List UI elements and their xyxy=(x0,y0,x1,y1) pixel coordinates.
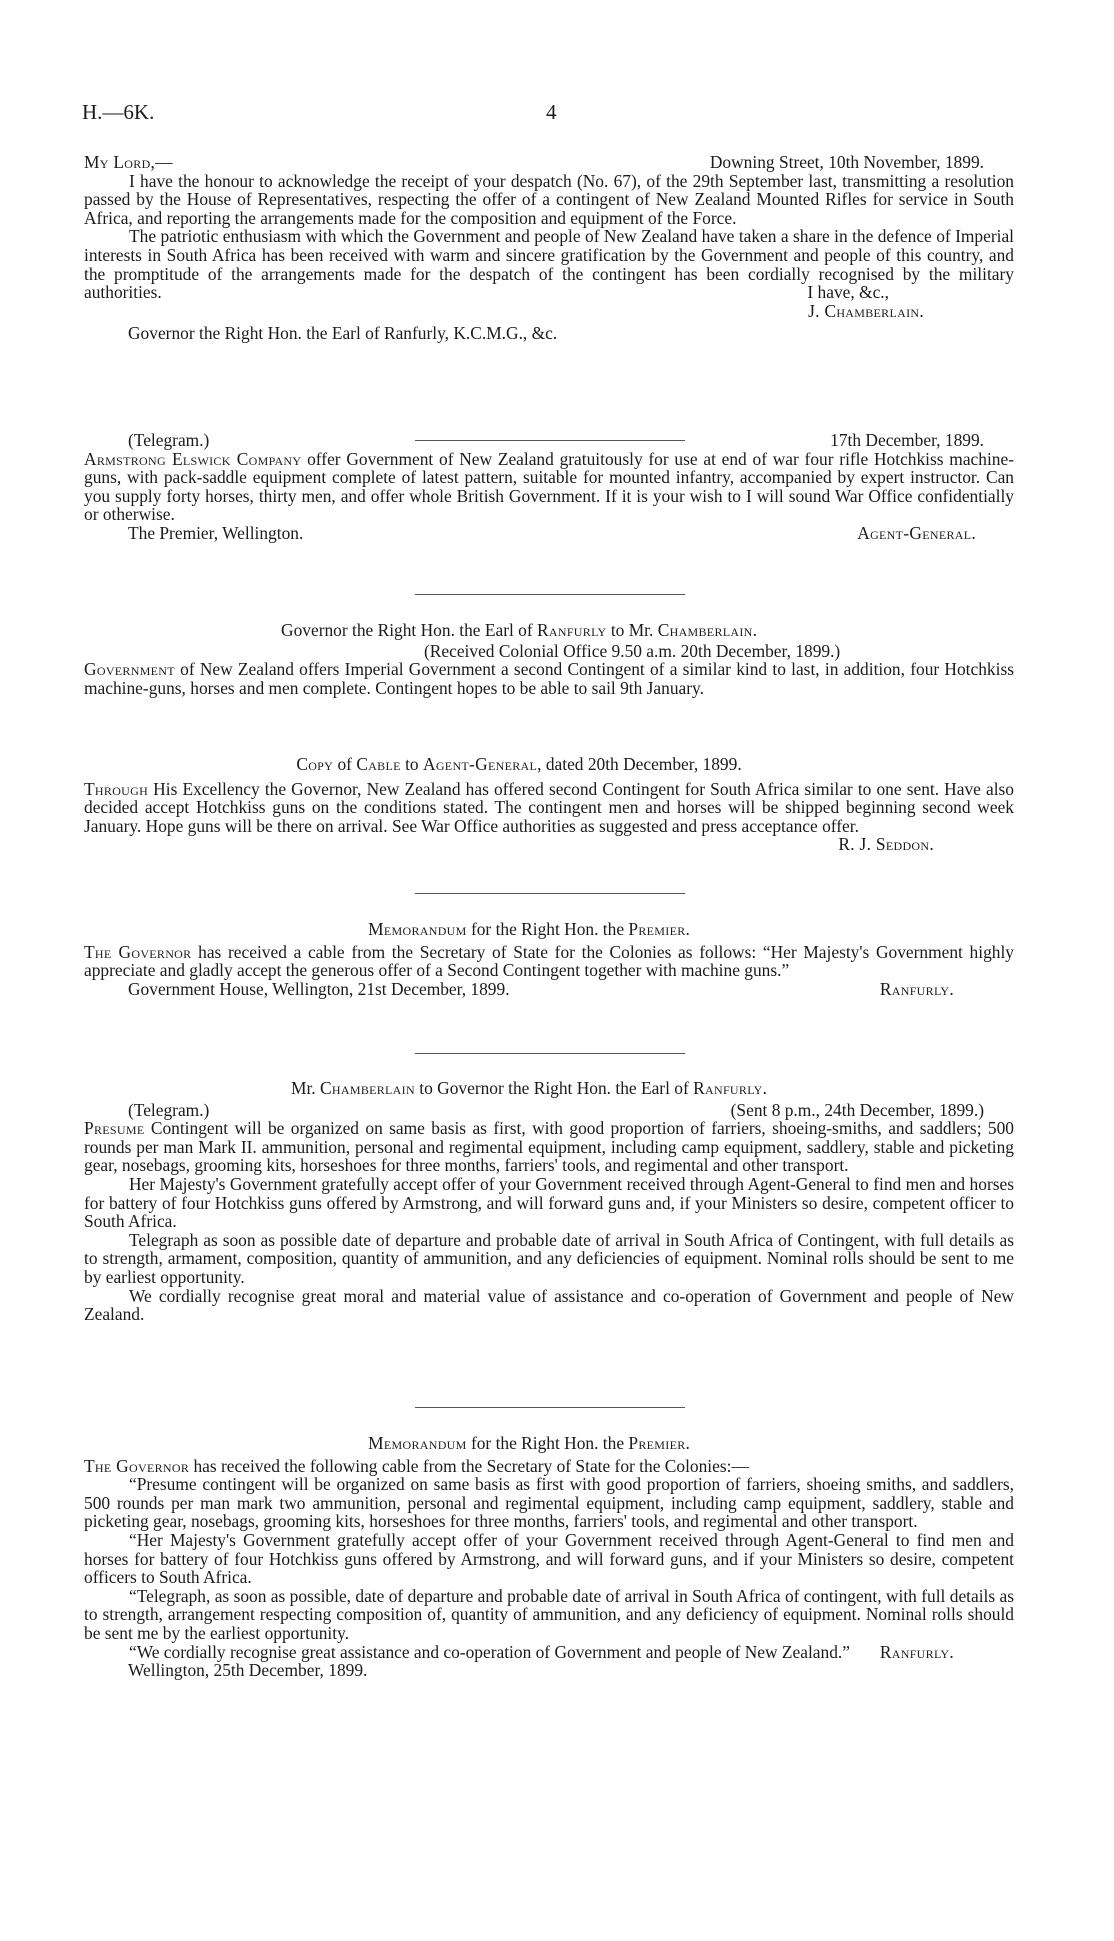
telegram-sent: (Sent 8 p.m., 24th December, 1899.) xyxy=(730,1099,984,1120)
heading-text: . xyxy=(685,919,690,939)
section-heading xyxy=(84,621,1014,640)
divider xyxy=(415,594,685,595)
letter-header-row xyxy=(84,153,1014,172)
memo-lead: The Governor xyxy=(84,1455,190,1476)
memo-lead: The Governor xyxy=(84,941,192,962)
heading-word: Premier xyxy=(628,919,686,939)
telegram-date: 17th December, 1899. xyxy=(830,430,984,450)
section-heading xyxy=(84,1434,1014,1453)
telegram-label: (Telegram.) xyxy=(128,430,210,450)
heading-name: Chamberlain xyxy=(320,1078,415,1098)
heading-text: . xyxy=(762,1078,767,1098)
memo-signature: Ranfurly. xyxy=(879,1641,954,1662)
telegram-chamberlain-to-ranfurly xyxy=(84,1079,1014,1324)
telegram-text: offer Government of New Zealand gratuitously for use at end of war four rifle Hotchkiss machine-guns, with pack-saddle equipment complete of latest pattern, suitable for mounted infantry, accompanied by expert instructor. Can you supply forty horses, thirty men, and offer whole British Government. If it is your wish to I will sound War Office confidentially or otherwise. xyxy=(84,448,1014,525)
memo-body xyxy=(84,943,1014,980)
telegram-text: Contingent will be organized on same basis as first, with good proportion of farriers, shoeing-smiths, and saddlers; 500 rounds per man Mark II. ammunition, personal and regimental equipment, including camp equipment, saddlery, stable and picketing gear, nosebags, grooming kits, horseshoes for three months, farriers' tools, and regimental and other transport. xyxy=(84,1118,1014,1176)
message-lead: Government xyxy=(84,659,175,680)
telegram-header-row xyxy=(84,1101,1014,1120)
memo-intro xyxy=(84,1457,1014,1476)
telegram-paragraph-1 xyxy=(84,1119,1014,1175)
memo-place-date: Wellington, 25th December, 1899. xyxy=(128,1660,368,1681)
message-ranfurly-to-chamberlain xyxy=(84,621,1014,697)
heading-word: Memorandum xyxy=(368,1433,467,1453)
memo-quote-paragraph-1: “Presume contingent will be organized on same basis as first with good proportion of farriers, shoeing smiths, and saddlers, 500 rounds per man mark two ammunition, personal and regimental equipment, including camp equipment, saddlery, stable and picketing gear, nosebags, grooming kits, horseshoes for three months, farriers' tools, and regimental and other transport. xyxy=(84,1474,1014,1532)
heading-text: . xyxy=(752,620,757,640)
series-number: H.—6K. xyxy=(82,100,155,124)
memo-quote-paragraph-4: “We cordially recognise great assistance and co-operation of Government and people of New Zealand.” xyxy=(129,1641,850,1662)
cable-signature: R. J. Seddon. xyxy=(838,834,934,855)
salutation: My Lord,— xyxy=(84,152,173,172)
telegram-agent-general xyxy=(84,431,1014,543)
telegram-header-row xyxy=(84,431,1014,450)
section-heading xyxy=(84,1079,1014,1098)
heading-text: Mr. xyxy=(291,1078,321,1098)
memo-signature: Ranfurly. xyxy=(879,978,954,999)
memo-place-date: Government House, Wellington, 21st December, 1899. xyxy=(128,978,510,999)
letter-paragraph-2: The patriotic enthusiasm with which the Government and people of New Zealand have taken a share in the defence of Imperial interests in South Africa has been received with warm and sincere gratification by the Government and people of this country, and the promptitude of the arrangements made for the despatch of the contingent has been cordially recognised by the military authorities. xyxy=(84,226,1014,303)
cable-body xyxy=(84,780,1014,836)
section-heading xyxy=(84,920,1014,939)
heading-word: Cable xyxy=(356,754,401,774)
memorandum-21-december xyxy=(84,920,1014,998)
memo-footer-row xyxy=(84,980,1014,999)
page-number: 4 xyxy=(546,100,557,124)
message-text: of New Zealand offers Imperial Government a second Contingent of a similar kind to last, in addition, four Hotchkiss machine-guns, horses and men complete. Contingent hopes to be able to sail 9th January. xyxy=(84,659,1014,698)
letter-closing: I have, &c., xyxy=(807,282,889,303)
telegram-label: (Telegram.) xyxy=(128,1099,210,1120)
letter-addressee: Governor the Right Hon. the Earl of Ranfurly, K.C.M.G., &c. xyxy=(128,323,558,344)
heading-text: to xyxy=(400,754,423,774)
heading-text: . xyxy=(685,1433,690,1453)
telegram-body xyxy=(84,450,1014,524)
telegram-addressee: The Premier, Wellington. xyxy=(128,522,304,543)
telegram-paragraph-2: Her Majesty's Government gratefully accept offer of your Government received through Agent-General to find men and horses for battery of four Hotchkiss guns offered by Armstrong, and will forward guns and, if your Ministers so desire, competent officer to South Africa. xyxy=(84,1173,1014,1232)
heading-word: Memorandum xyxy=(368,919,467,939)
heading-name: Ranfurly xyxy=(693,1078,763,1098)
telegram-footer-row xyxy=(84,524,1014,543)
telegram-paragraph-4: We cordially recognise great moral and material value of assistance and co-operation of Government and people of New Zealand. xyxy=(84,1285,1014,1325)
telegram-lead: Presume xyxy=(84,1118,145,1139)
memo-text: has received a cable from the Secretary of State for the Colonies as follows: “Her Majesty's Government highly appreciate and gladly accept the generous offer of a Second Contingent together with machine guns.” xyxy=(84,941,1014,981)
telegram-signature: Agent-General. xyxy=(857,522,976,543)
section-heading xyxy=(84,755,1014,774)
memo-quote-paragraph-2: “Her Majesty's Government gratefully accept offer of your Government received through Agent-General to find men and horses for battery of four Hotchkiss guns offered by Armstrong, and will forward guns, and if your Ministers so desire, competent officers to South Africa. xyxy=(84,1529,1014,1588)
letter-signature: J. Chamberlain. xyxy=(808,300,924,321)
telegram-lead: Armstrong Elswick Company xyxy=(84,448,302,469)
received-note: (Received Colonial Office 9.50 a.m. 20th December, 1899.) xyxy=(424,640,841,661)
memorandum-25-december xyxy=(84,1434,1014,1680)
heading-text: for the Right Hon. the xyxy=(466,1433,629,1453)
divider xyxy=(415,1053,685,1054)
heading-name: Ranfurly xyxy=(537,620,607,640)
heading-word: Agent-General xyxy=(422,754,538,774)
letter-paragraph-1: I have the honour to acknowledge the receipt of your despatch (No. 67), of the 29th September last, transmitting a resolution passed by the House of Representatives, respecting the offer of a contingent of New Zealand Mounted Rifles for service in South Africa, and reporting the arrangements made for the composition and equipment of the Force. xyxy=(84,170,1014,228)
divider xyxy=(415,893,685,894)
cable-text: His Excellency the Governor, New Zealand has offered second Contingent for South Africa similar to one sent. Have also decided accept Hotchkiss guns on the conditions stated. The contingent men and horses will be shipped beginning second week January. Hope guns will be there on arrival. See War Office authorities as suggested and press acceptance offer. xyxy=(84,778,1014,836)
memo-quote-paragraph-3: “Telegraph, as soon as possible, date of departure and probable date of arrival in South Africa of contingent, with full details as to strength, arrangement respecting composition of, quantity of ammunition, and any deficiency of equipment. Nominal rolls should be sent me by the earliest opportunity. xyxy=(84,1585,1014,1643)
letter-chamberlain-10-november xyxy=(84,153,1014,343)
heading-text: to Governor the Right Hon. the Earl of xyxy=(414,1078,694,1098)
heading-text: of xyxy=(333,754,357,774)
divider xyxy=(415,1407,685,1408)
telegram-paragraph-3: Telegraph as soon as possible date of departure and probable date of arrival in South Africa of Contingent, with full details as to strength, armament, composition, quantity of ammunition, and any deficiencies of equipment. Nominal rolls should be sent to me by earliest opportunity. xyxy=(84,1229,1014,1287)
heading-text: to Mr. xyxy=(606,620,658,640)
heading-text: Governor the Right Hon. the Earl of xyxy=(281,620,537,640)
cable-to-agent-general xyxy=(84,755,1014,854)
heading-word: Copy xyxy=(296,754,334,774)
cable-lead: Through xyxy=(84,778,149,799)
heading-text: , dated 20th December, 1899. xyxy=(537,754,742,774)
letter-place-date: Downing Street, 10th November, 1899. xyxy=(709,152,984,172)
message-body xyxy=(84,660,1014,697)
heading-name: Chamberlain xyxy=(657,620,753,640)
memo-text: has received the following cable from the Secretary of State for the Colonies:— xyxy=(189,1455,749,1476)
heading-text: for the Right Hon. the xyxy=(466,919,629,939)
heading-word: Premier xyxy=(628,1433,686,1453)
